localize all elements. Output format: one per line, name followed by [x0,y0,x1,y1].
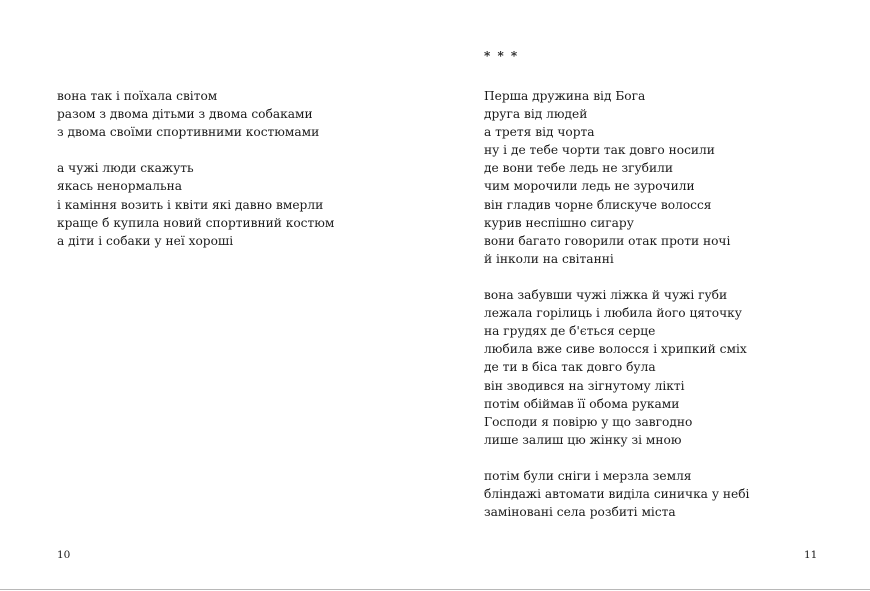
page-bottom-edge [0,589,870,590]
poem-line: потім були сніги і мерзла земля [484,468,692,483]
poem-line: де ти в біса так довго була [484,360,656,375]
left-poem [57,87,334,268]
poem-line: а чужі люди скажуть [57,161,194,176]
stanza [484,286,749,449]
poem-line: а діти і собаки у неї хороші [57,233,234,248]
stanza [57,159,334,249]
page-number: 10 [57,549,71,561]
poem-line: лежала горілиць і любила його цяточку [484,306,742,321]
poem-line: він зводився на зігнутому лікті [484,378,685,393]
poem-line: а третя від чорта [484,125,595,140]
poem-line: друга від людей [484,107,588,122]
poem-line: разом з двома дітьми з двома собаками [57,107,313,122]
poem-line: бліндажі автомати виділа синичка у небі [484,487,750,502]
right-page [435,0,870,591]
poem-line: любила вже сиве волосся і хрипкий сміх [484,342,747,357]
poem-line: на грудях де б'ється серце [484,324,656,339]
poem-line: вони багато говорили отак проти ночі [484,233,731,248]
poem-line: курив неспішно сигару [484,215,634,230]
stanza [484,467,749,521]
poem-line: якась ненормальна [57,179,183,194]
poem-line: і каміння возить і квіти які давно вмерли [57,197,324,212]
section-separator: * * * [484,49,519,63]
poem-line: лише залиш цю жінку зі мною [484,432,682,447]
poem-line: де вони тебе ледь не згубили [484,161,673,176]
stanza [57,87,334,141]
stanza [484,87,749,268]
poem-line: чим морочили ледь не зурочили [484,179,695,194]
poem-line: Господи я повірю у що завгодно [484,414,693,429]
poem-line: заміновані села розбиті міста [484,505,676,520]
right-poem [484,87,749,539]
poem-line: краще б купила новий спортивний костюм [57,215,335,230]
poem-line: й інколи на світанні [484,251,614,266]
page-number: 11 [804,549,818,561]
poem-line: вона так і поїхала світом [57,89,218,103]
poem-line: з двома своїми спортивними костюмами [57,125,320,140]
poem-line: вона забувши чужі ліжка й чужі губи [484,288,728,303]
poem-line: потім обіймав її обома руками [484,396,680,411]
poem-line: ну і де тебе чорти так довго носили [484,143,715,158]
poem-line: він гладив чорне блискуче волосся [484,197,712,212]
poem-line: Перша дружина від Бога [484,89,646,103]
